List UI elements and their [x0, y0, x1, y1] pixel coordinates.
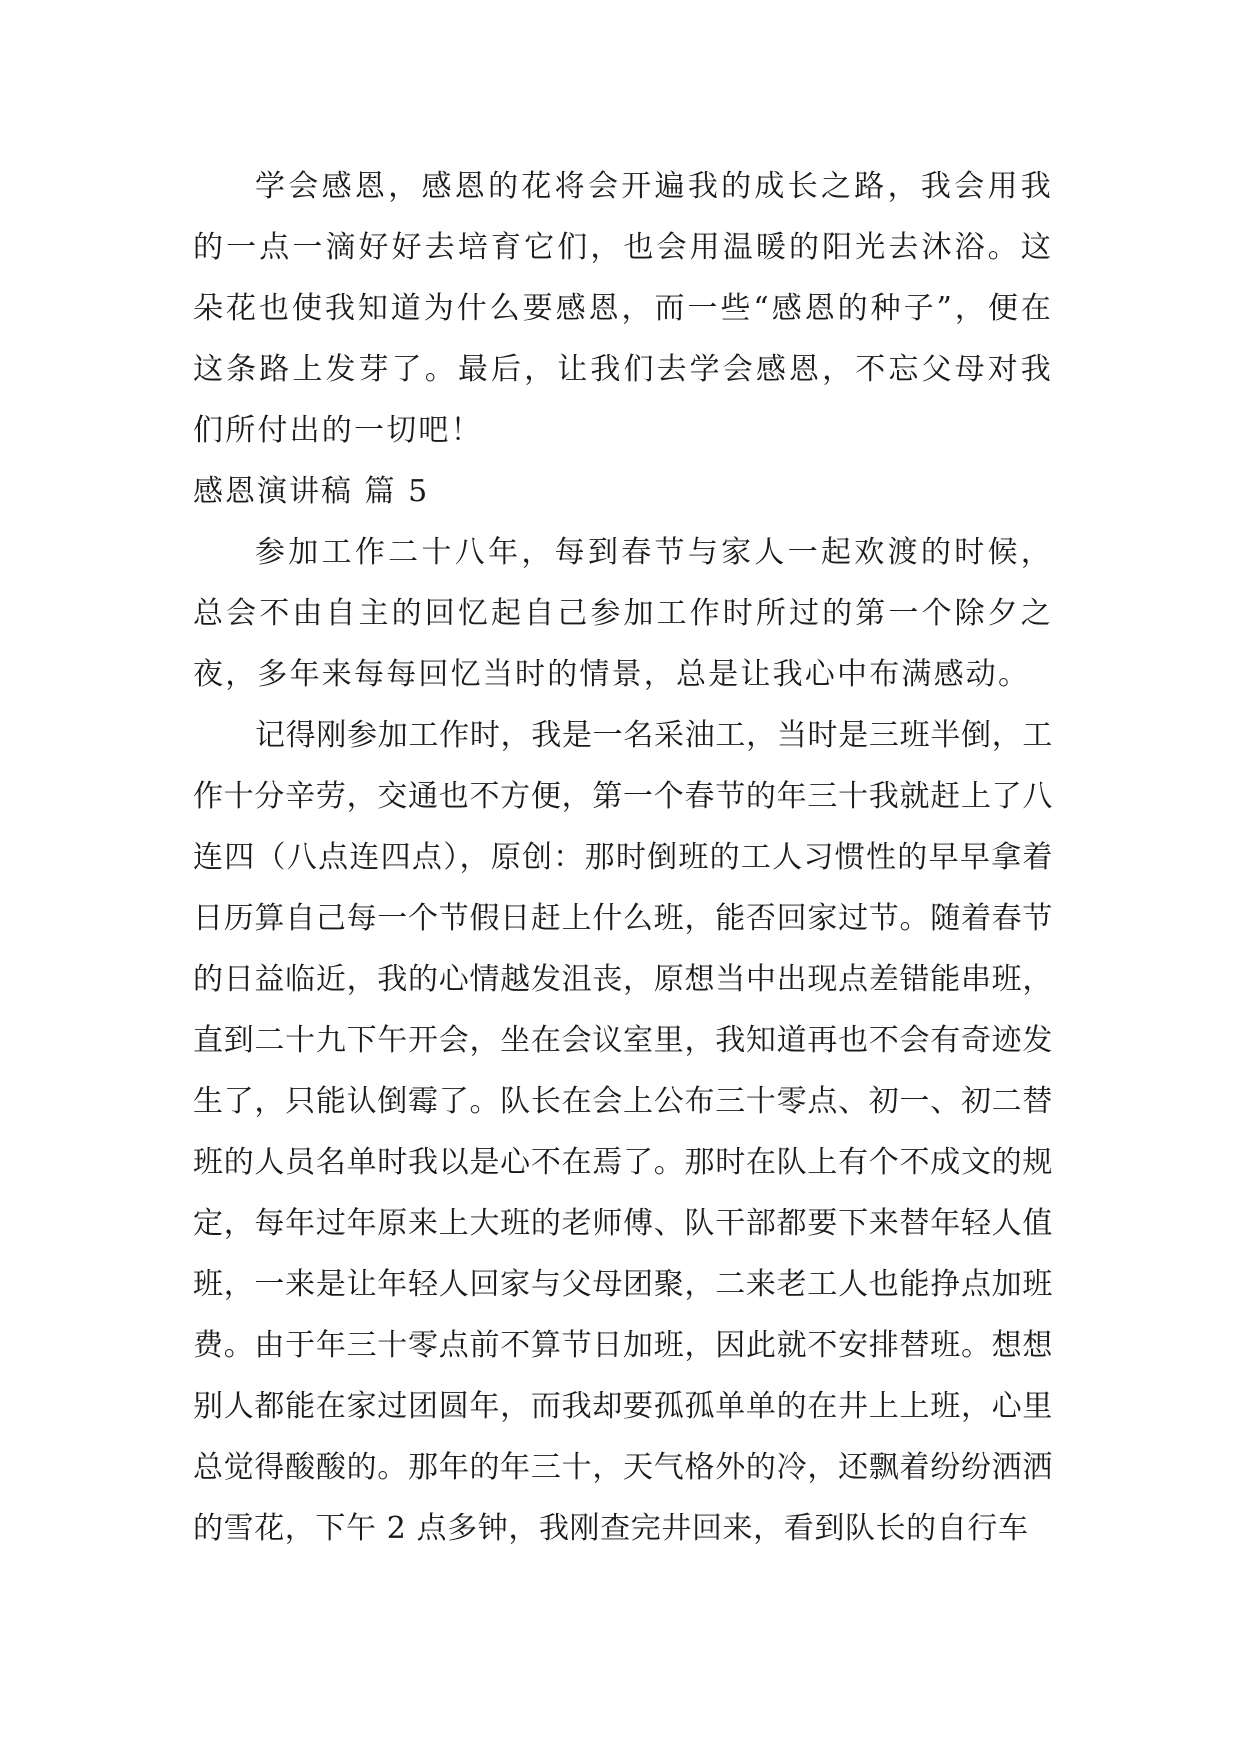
paragraph-work-intro: 参加工作二十八年，每到春节与家人一起欢渡的时候，总会不由自主的回忆起自己参加工作时所过的第一个除夕之夜，多年来每每回忆当时的情景，总是让我心中布满感动。 [193, 535, 1053, 692]
paragraph-gratitude-conclusion: 学会感恩，感恩的花将会开遍我的成长之路，我会用我的一点一滴好好去培育它们，也会用温暖的阳光去沐浴。这朵花也使我知道为什么要感恩，而一些“感恩的种子”，便在这条路上发芽了。最后，让我们去学会感恩，不忘父母对我们所付出的一切吧！ [193, 169, 1053, 448]
paragraph-new-year-eve-story: 记得刚参加工作时，我是一名采油工，当时是三班半倒，工作十分辛劳，交通也不方便，第一个春节的年三十我就赶上了八连四（八点连四点），原创：那时倒班的工人习惯性的早早拿着日历算自己每一个节假日赶上什么班，能否回家过节。随着春节的日益临近，我的心情越发沮丧，原想当中出现点差错能串班，直到二十九下午开会，坐在会议室里，我知道再也不会有奇迹发生了，只能认倒霉了。队长在会上公布三十零点、初一、初二替班的人员名单时我以是心不在焉了。那时在队上有个不成文的规定，每年过年原来上大班的老师傅、队干部都要下来替年轻人值班，一来是让年轻人回家与父母团聚，二来老工人也能挣点加班费。由于年三十零点前不算节日加班，因此就不安排替班。想想别人都能在家过团圆年，而我却要孤孤单单的在井上上班，心里总觉得酸酸的。那年的年三十，天气格外的冷，还飘着纷纷洒洒的雪花，下午 2 点多钟，我刚查完井回来，看到队长的自行车 [193, 718, 1053, 1546]
section-title: 感恩演讲稿 篇 5 [193, 474, 430, 509]
document-body [193, 156, 1053, 1559]
